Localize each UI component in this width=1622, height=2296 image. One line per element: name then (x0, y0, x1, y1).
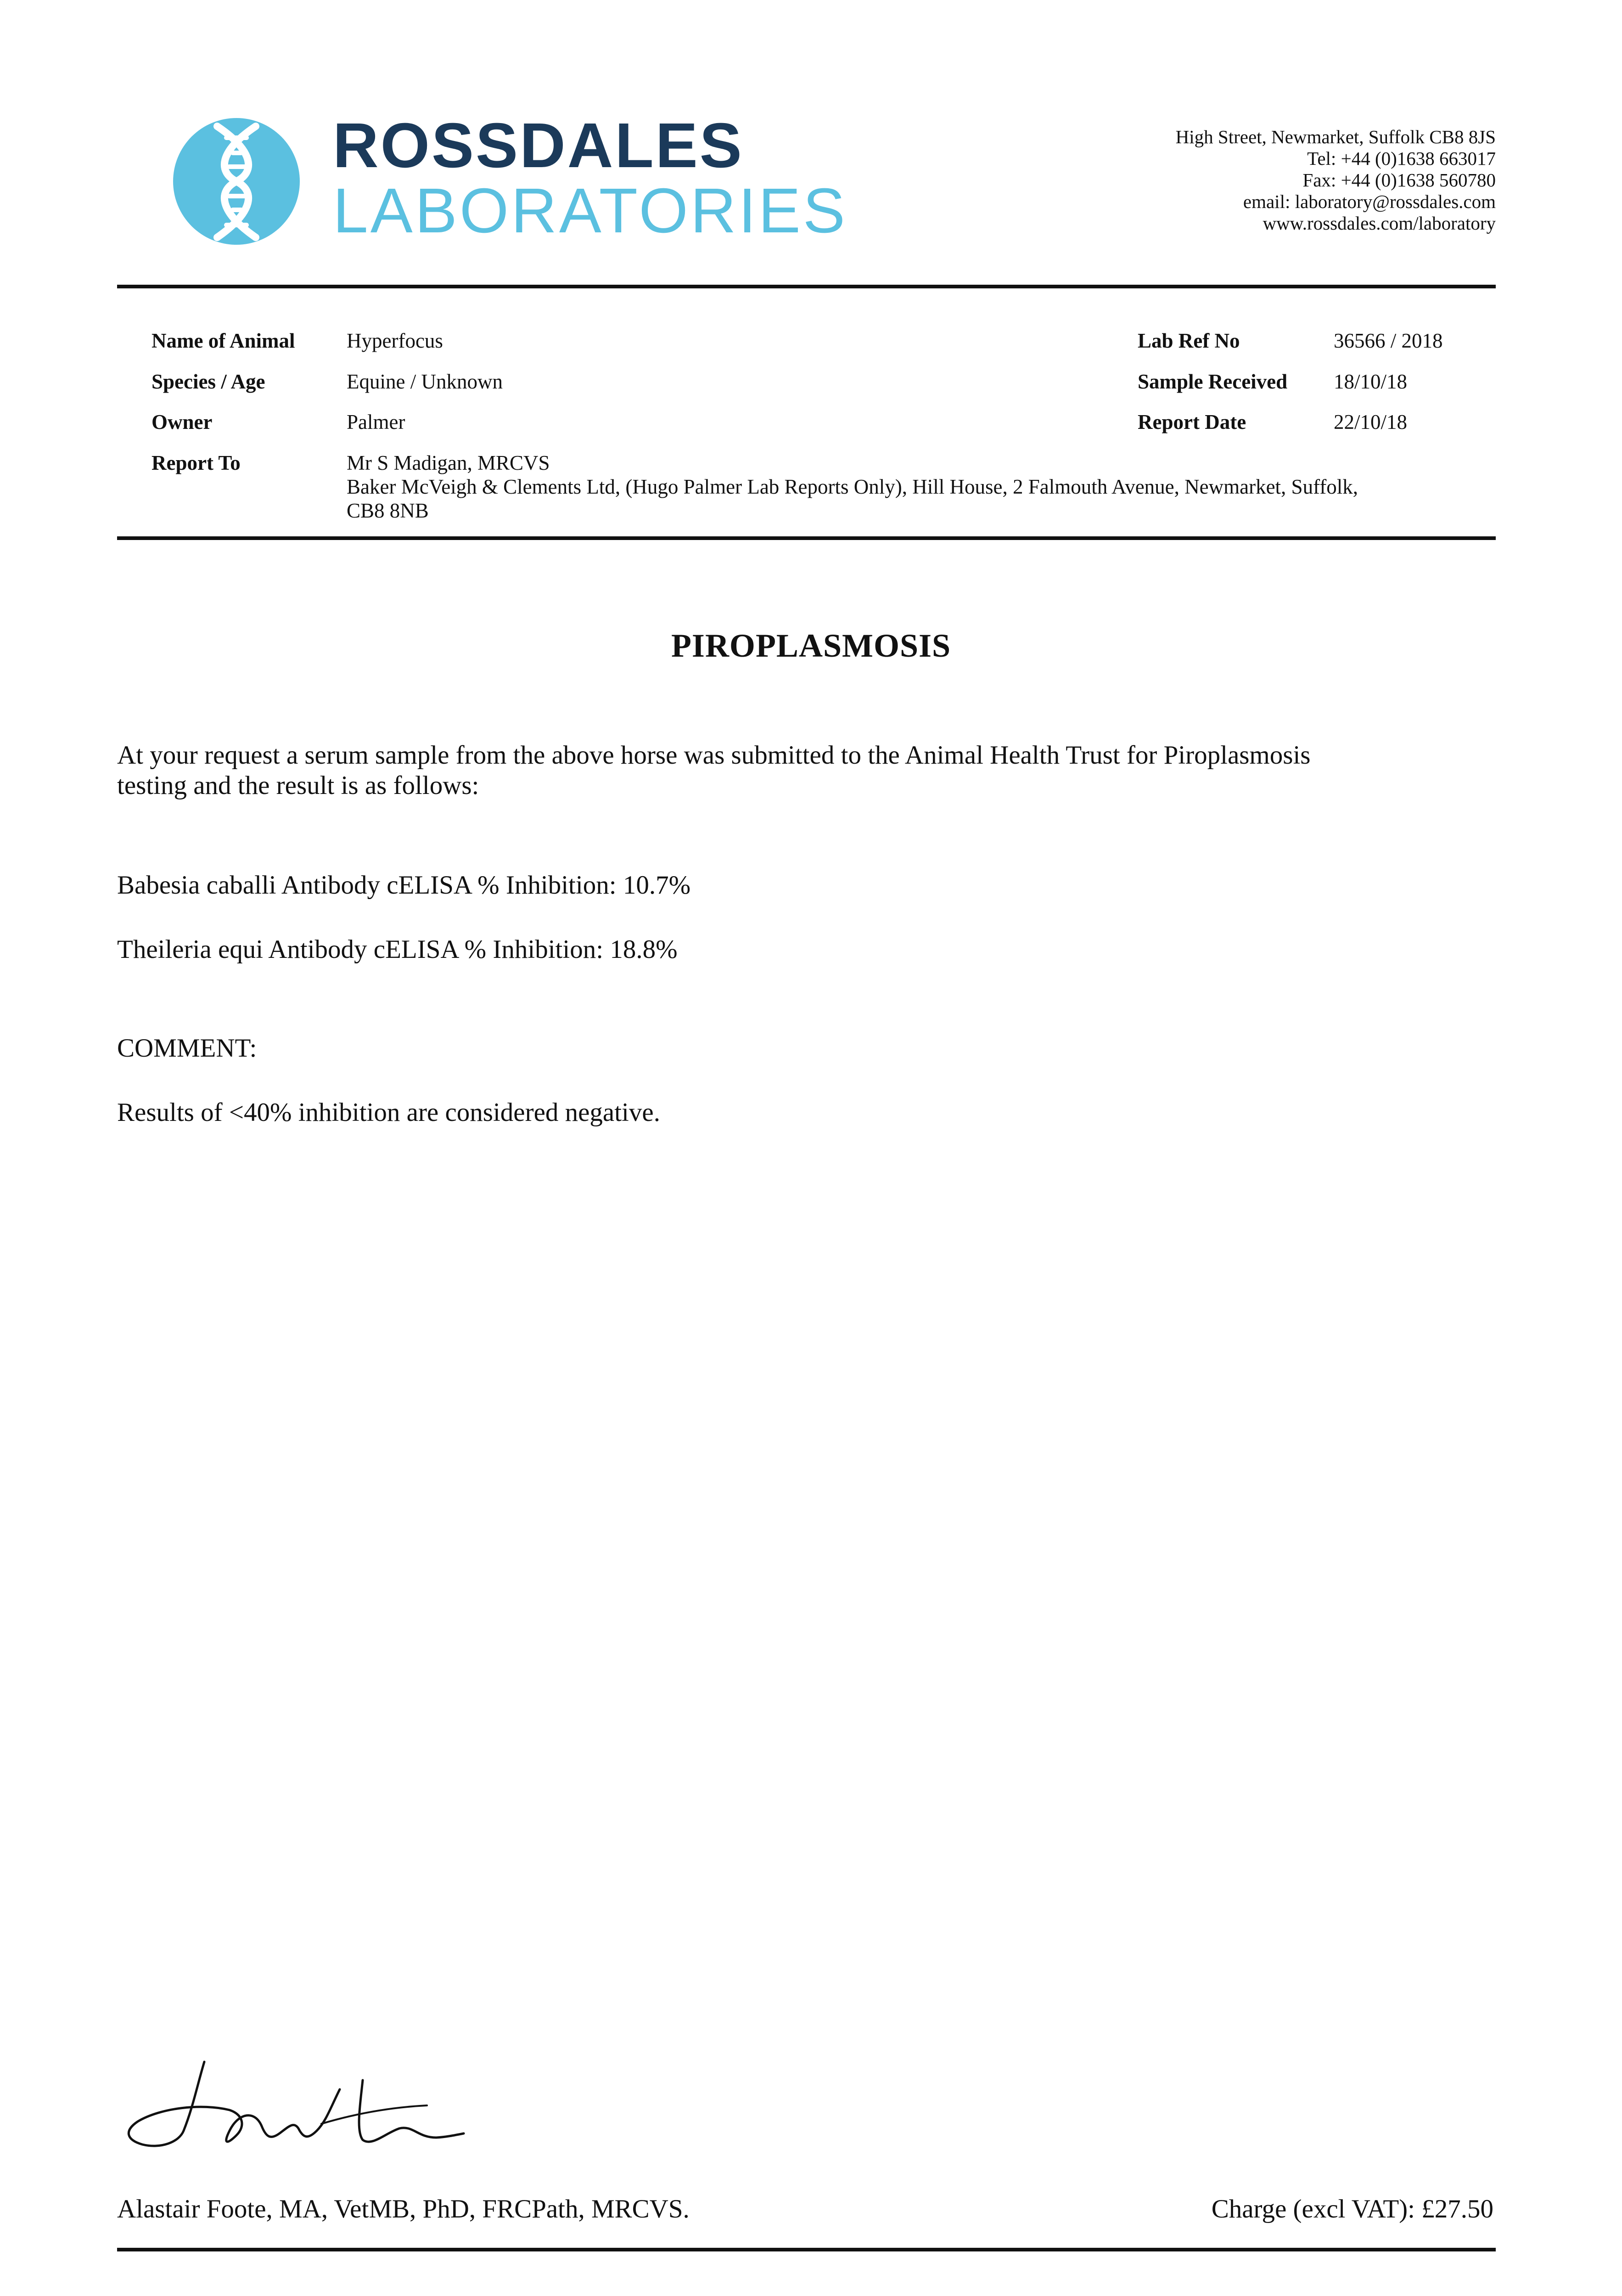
name-of-animal-label: Name of Animal (152, 329, 295, 352)
intro-paragraph (117, 740, 1494, 801)
lab-ref-label: Lab Ref No (1138, 329, 1240, 352)
report-to-value (347, 451, 1471, 523)
report-date-value: 22/10/18 (1334, 411, 1408, 433)
report-title: PIROPLASMOSIS (671, 627, 951, 664)
owner-value: Palmer (347, 411, 405, 433)
address-street: High Street, Newmarket, Suffolk CB8 8JS (1175, 126, 1496, 147)
name-of-animal-value: Hyperfocus (347, 329, 443, 352)
report-to-line: Mr S Madigan, MRCVS (347, 451, 550, 474)
comment-label: COMMENT: (117, 1034, 257, 1063)
species-age-value: Equine / Unknown (347, 370, 503, 393)
intro-line: At your request a serum sample from the above horse was submitted to the Animal Health Trust for Piroplasmosis (117, 741, 1311, 770)
lab-ref-value: 36566 / 2018 (1334, 329, 1443, 352)
footer-divider (117, 2248, 1496, 2251)
brand-name-line1: ROSSDALES (333, 110, 744, 181)
lab-address (1176, 126, 1496, 234)
address-email: email: laboratory@rossdales.com (1243, 191, 1496, 212)
signer-name: Alastair Foote, MA, VetMB, PhD, FRCPath, MRCVS. (117, 2195, 690, 2223)
owner-label: Owner (152, 411, 213, 433)
charge-amount: Charge (excl VAT): £27.50 (1211, 2195, 1493, 2223)
report-date-label: Report Date (1138, 411, 1246, 433)
report-to-label: Report To (152, 451, 241, 474)
sample-received-value: 18/10/18 (1334, 370, 1408, 393)
logo-dna-icon (172, 117, 301, 246)
report-to-line: CB8 8NB (347, 499, 429, 522)
brand-name-line2: LABORATORIES (333, 175, 847, 246)
report-to-line: Baker McVeigh & Clements Ltd, (Hugo Palmer Lab Reports Only), Hill House, 2 Falmouth Avenue, Newmarket, Suffolk, (347, 475, 1358, 498)
theileria-result: Theileria equi Antibody cELISA % Inhibition: 18.8% (117, 935, 678, 964)
babesia-result: Babesia caballi Antibody cELISA % Inhibition: 10.7% (117, 871, 691, 900)
comment-text: Results of <40% inhibition are considered negative. (117, 1098, 660, 1127)
species-age-label: Species / Age (152, 370, 265, 393)
address-tel: Tel: +44 (0)1638 663017 (1307, 148, 1496, 169)
address-fax: Fax: +44 (0)1638 560780 (1302, 169, 1496, 191)
signature-image (124, 2053, 473, 2158)
sample-received-label: Sample Received (1138, 370, 1288, 393)
info-divider (117, 536, 1496, 540)
intro-line: testing and the result is as follows: (117, 771, 479, 800)
address-website: www.rossdales.com/laboratory (1263, 213, 1496, 234)
header-divider (117, 285, 1496, 288)
